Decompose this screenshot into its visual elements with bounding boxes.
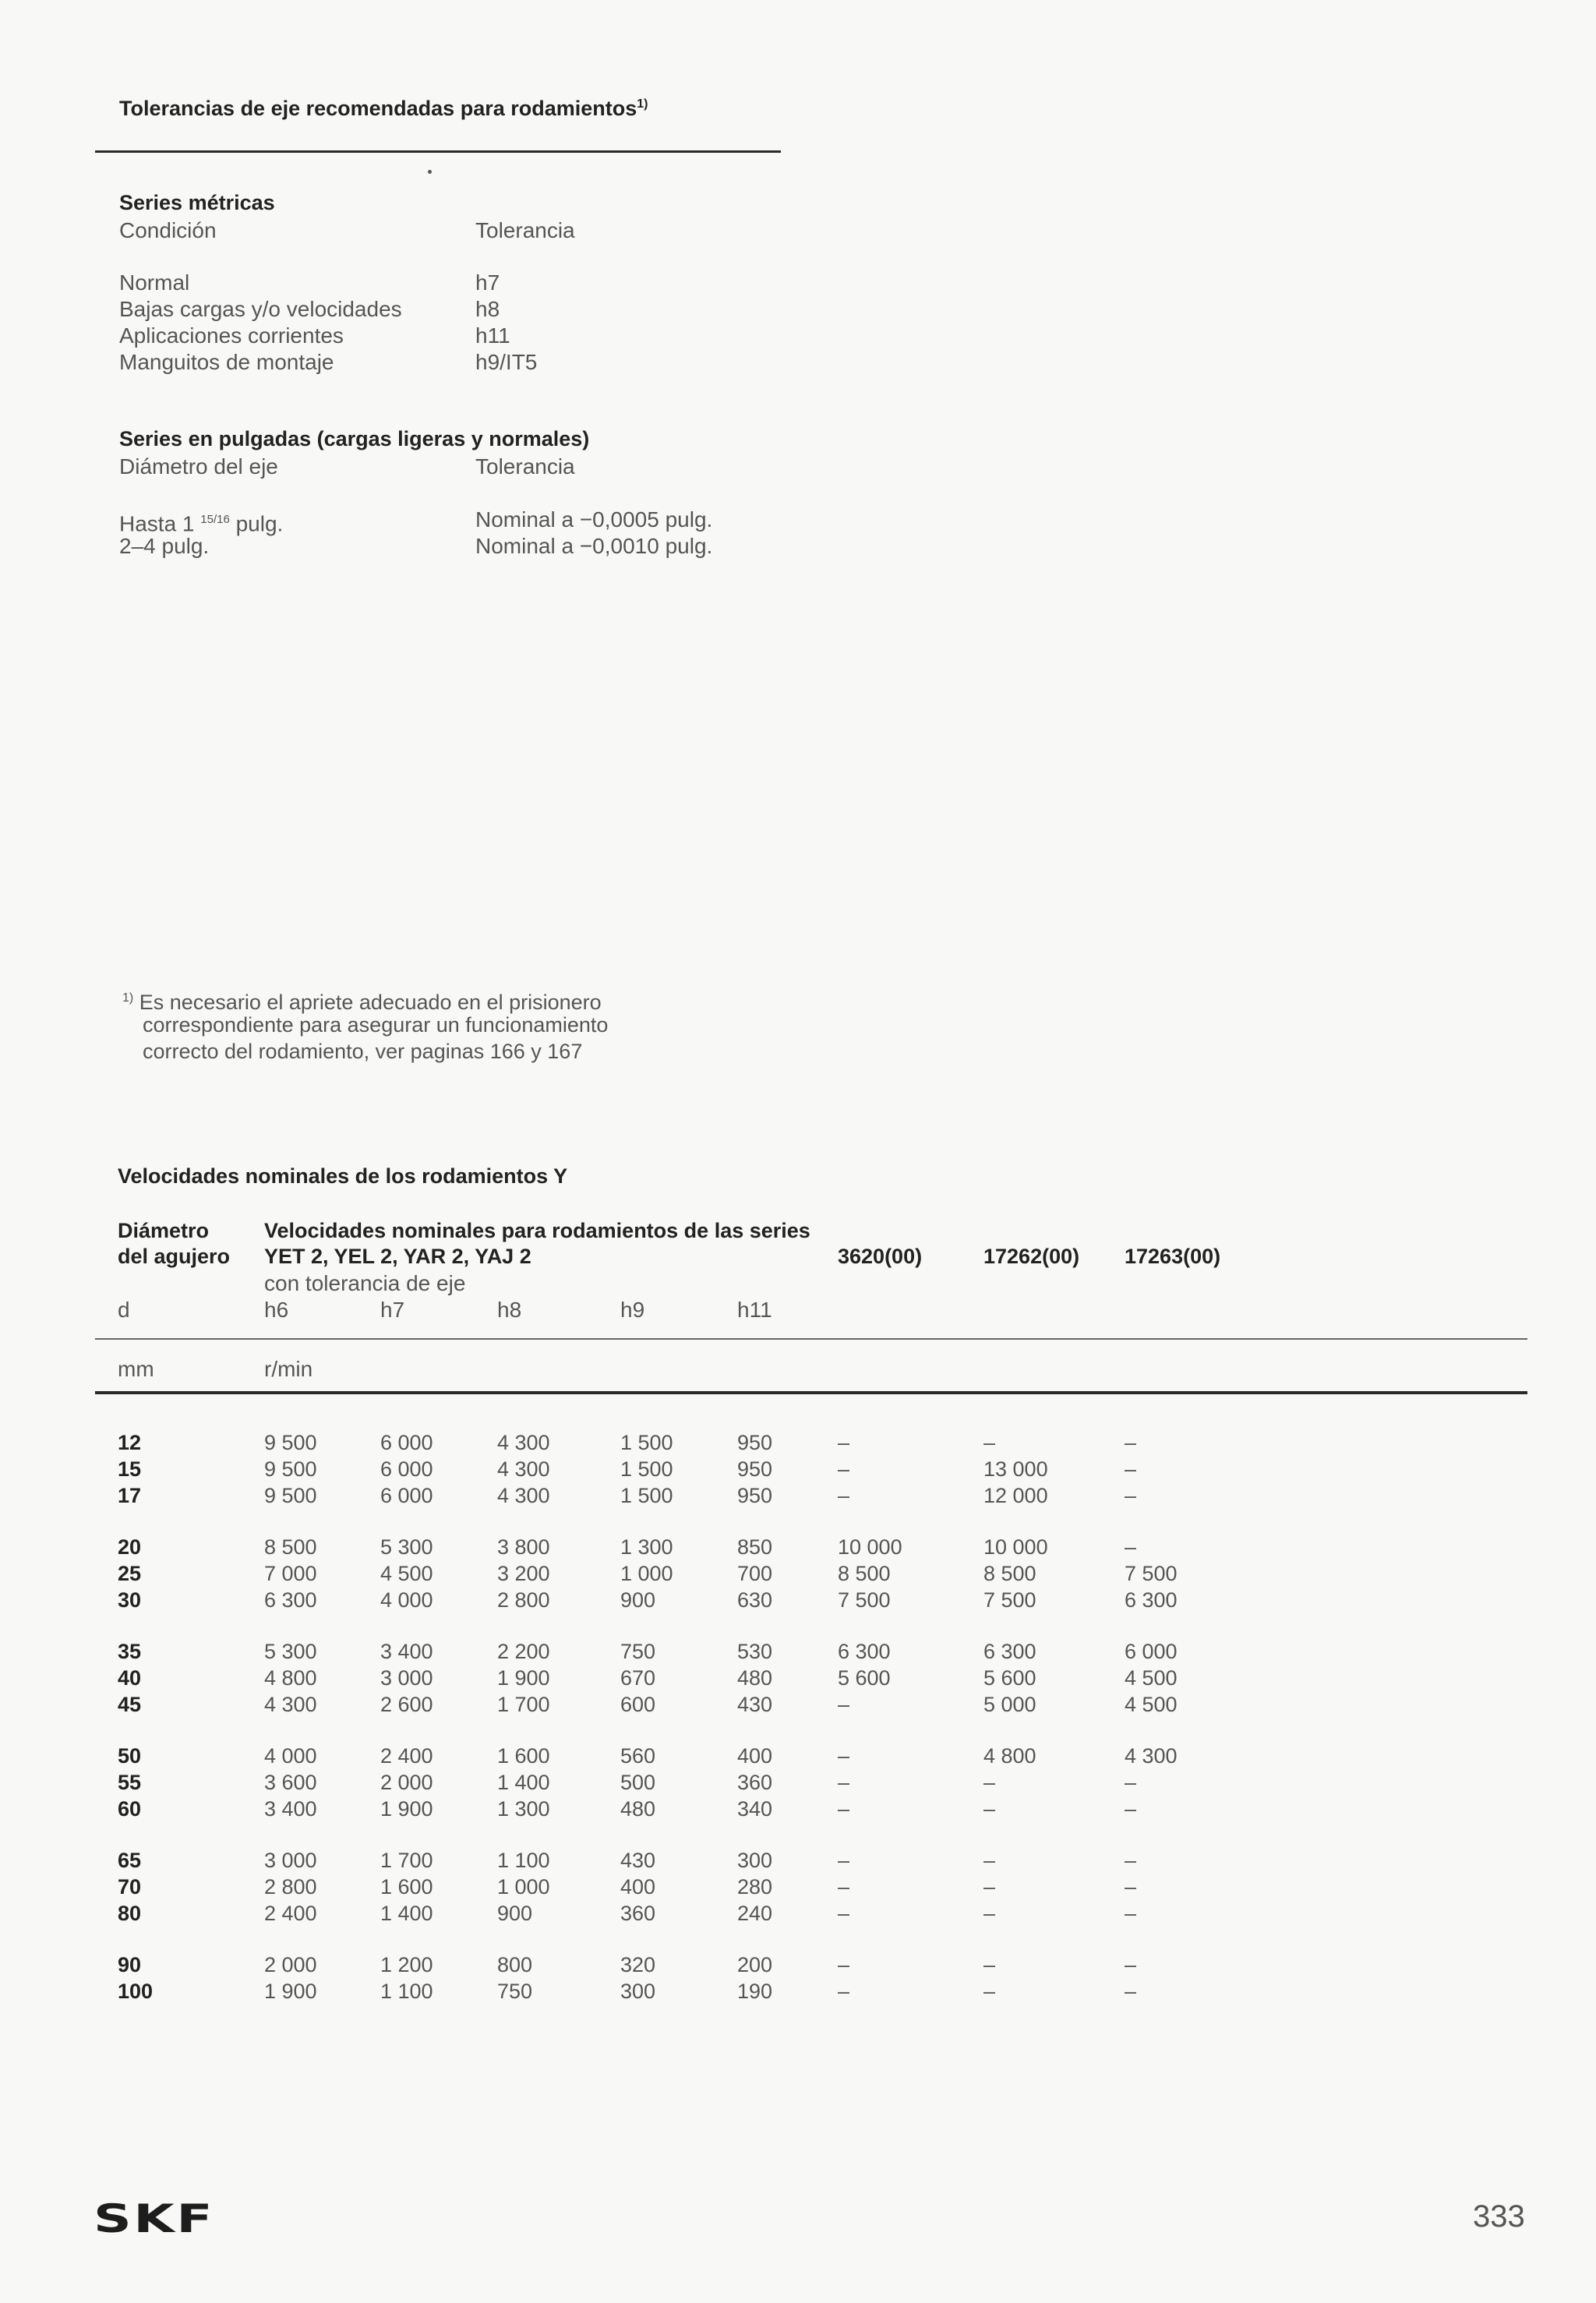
speed-h6-cell: 4 000 bbox=[264, 1744, 317, 1768]
head-tol-h7: h7 bbox=[380, 1298, 405, 1322]
tolerances-title-text: Tolerancias de eje recomendadas para rodamientos bbox=[119, 97, 637, 120]
table-row bbox=[0, 1457, 1596, 1484]
bore-d-cell: 100 bbox=[118, 1980, 154, 2003]
speed-h9-cell: 320 bbox=[620, 1953, 656, 1976]
table-row bbox=[0, 1693, 1596, 1719]
head-speeds-main: Velocidades nominales para rodamientos de las series bbox=[264, 1219, 810, 1242]
speed-h7-cell: 5 300 bbox=[380, 1535, 433, 1559]
metric-tolerance: h9/IT5 bbox=[475, 350, 538, 374]
metric-tolerance: h11 bbox=[475, 323, 510, 348]
speed-h8-cell: 1 100 bbox=[497, 1849, 550, 1872]
speed-h6-cell: 3 600 bbox=[264, 1771, 317, 1794]
page-number: 333 bbox=[1473, 2199, 1525, 2234]
bore-d-cell: 35 bbox=[118, 1640, 142, 1663]
speed-h9-cell: 900 bbox=[620, 1588, 656, 1612]
inch-diameter: 2–4 pulg. bbox=[119, 534, 210, 558]
header-thick-rule bbox=[95, 1391, 1527, 1394]
speed-17262-cell: 8 500 bbox=[983, 1562, 1036, 1585]
speed-h8-cell: 1 700 bbox=[497, 1693, 550, 1716]
speed-h6-cell: 9 500 bbox=[264, 1484, 317, 1507]
speed-h6-cell: 9 500 bbox=[264, 1457, 317, 1481]
inch-tolerance: Nominal a −0,0005 pulg. bbox=[475, 507, 713, 532]
bore-d-cell: 40 bbox=[118, 1666, 142, 1690]
speed-h9-cell: 500 bbox=[620, 1771, 656, 1794]
speed-h11-cell: 950 bbox=[737, 1484, 773, 1507]
speed-17262-cell: – bbox=[983, 1980, 996, 2003]
speed-17262-cell: – bbox=[983, 1431, 996, 1454]
speed-17262-cell: – bbox=[983, 1771, 996, 1794]
footnote-line: Es necesario el apriete adecuado en el prisionero bbox=[139, 991, 602, 1014]
speed-3620-cell: – bbox=[838, 1457, 850, 1481]
speed-17262-cell: – bbox=[983, 1953, 996, 1976]
speed-h7-cell: 6 000 bbox=[380, 1457, 433, 1481]
footnote-mark: 1) bbox=[122, 991, 134, 1005]
head-series-3620: 3620(00) bbox=[838, 1245, 923, 1268]
bore-d-cell: 25 bbox=[118, 1562, 142, 1585]
speed-h11-cell: 480 bbox=[737, 1666, 773, 1690]
metric-col-condition: Condición bbox=[119, 218, 217, 242]
speed-17262-cell: 6 300 bbox=[983, 1640, 1036, 1663]
bore-d-cell: 90 bbox=[118, 1953, 142, 1976]
speed-h7-cell: 2 600 bbox=[380, 1693, 433, 1716]
table-row bbox=[0, 1902, 1596, 1928]
speed-17262-cell: – bbox=[983, 1875, 996, 1899]
speed-h9-cell: 1 000 bbox=[620, 1562, 673, 1585]
bore-d-cell: 45 bbox=[118, 1693, 142, 1716]
speed-h7-cell: 3 000 bbox=[380, 1666, 433, 1690]
table-row bbox=[0, 1875, 1596, 1902]
speed-h7-cell: 1 900 bbox=[380, 1797, 433, 1821]
inch-diameter-unit: pulg. bbox=[229, 511, 284, 536]
speed-h6-cell: 4 300 bbox=[264, 1693, 317, 1716]
speed-17263-cell: – bbox=[1125, 1902, 1137, 1925]
speed-h9-cell: 480 bbox=[620, 1797, 656, 1821]
speed-h6-cell: 5 300 bbox=[264, 1640, 317, 1663]
speed-17263-cell: – bbox=[1125, 1457, 1137, 1481]
head-tol-h11: h11 bbox=[737, 1298, 772, 1322]
speeds-title: Velocidades nominales de los rodamientos Y bbox=[118, 1164, 568, 1188]
inch-col-tolerance: Tolerancia bbox=[475, 454, 575, 479]
table-row bbox=[0, 1953, 1596, 1980]
table-row bbox=[0, 1562, 1596, 1588]
bore-d-cell: 30 bbox=[118, 1588, 142, 1612]
unit-rpm: r/min bbox=[264, 1357, 313, 1381]
head-tol-h6: h6 bbox=[264, 1298, 289, 1322]
speed-h11-cell: 280 bbox=[737, 1875, 773, 1899]
speed-3620-cell: – bbox=[838, 1953, 850, 1976]
bore-d-cell: 12 bbox=[118, 1431, 142, 1454]
speed-h6-cell: 2 800 bbox=[264, 1875, 317, 1899]
metric-condition: Manguitos de montaje bbox=[119, 350, 334, 374]
speed-3620-cell: – bbox=[838, 1693, 850, 1716]
speed-17263-cell: – bbox=[1125, 1980, 1137, 2003]
table-row bbox=[0, 1484, 1596, 1510]
table-row bbox=[0, 1431, 1596, 1457]
tolerances-title-rule bbox=[95, 150, 781, 153]
speed-h7-cell: 1 200 bbox=[380, 1953, 433, 1976]
speed-17262-cell: 4 800 bbox=[983, 1744, 1036, 1768]
metric-condition: Bajas cargas y/o velocidades bbox=[119, 297, 402, 321]
speed-3620-cell: 8 500 bbox=[838, 1562, 891, 1585]
footnote-line: correcto del rodamiento, ver paginas 166 y 167 bbox=[143, 1040, 583, 1063]
speed-h6-cell: 2 000 bbox=[264, 1953, 317, 1976]
speed-h11-cell: 360 bbox=[737, 1771, 773, 1794]
speed-17263-cell: – bbox=[1125, 1431, 1137, 1454]
inch-diameter-fraction: 15/16 bbox=[200, 513, 230, 526]
speed-17263-cell: 6 300 bbox=[1125, 1588, 1178, 1612]
speed-h8-cell: 3 800 bbox=[497, 1535, 550, 1559]
head-d: d bbox=[118, 1298, 130, 1322]
speed-h8-cell: 4 300 bbox=[497, 1457, 550, 1481]
speed-h6-cell: 3 000 bbox=[264, 1849, 317, 1872]
speed-h9-cell: 750 bbox=[620, 1640, 656, 1663]
speed-3620-cell: – bbox=[838, 1849, 850, 1872]
print-dot bbox=[428, 170, 432, 174]
speed-h7-cell: 1 400 bbox=[380, 1902, 433, 1925]
speed-h8-cell: 1 900 bbox=[497, 1666, 550, 1690]
speed-3620-cell: – bbox=[838, 1875, 850, 1899]
speed-h8-cell: 2 800 bbox=[497, 1588, 550, 1612]
speed-h9-cell: 1 300 bbox=[620, 1535, 673, 1559]
speed-17263-cell: 6 000 bbox=[1125, 1640, 1178, 1663]
speed-h11-cell: 430 bbox=[737, 1693, 773, 1716]
speed-h9-cell: 400 bbox=[620, 1875, 656, 1899]
speed-h7-cell: 1 100 bbox=[380, 1980, 433, 2003]
metric-series-heading: Series métricas bbox=[119, 191, 275, 214]
speed-17263-cell: 7 500 bbox=[1125, 1562, 1178, 1585]
bore-d-cell: 55 bbox=[118, 1771, 142, 1794]
speed-h8-cell: 1 600 bbox=[497, 1744, 550, 1768]
speed-h7-cell: 6 000 bbox=[380, 1484, 433, 1507]
speed-h7-cell: 4 500 bbox=[380, 1562, 433, 1585]
speed-h8-cell: 3 200 bbox=[497, 1562, 550, 1585]
speed-3620-cell: – bbox=[838, 1431, 850, 1454]
speed-h9-cell: 1 500 bbox=[620, 1431, 673, 1454]
speed-17263-cell: – bbox=[1125, 1953, 1137, 1976]
speed-h11-cell: 950 bbox=[737, 1431, 773, 1454]
inch-series-heading: Series en pulgadas (cargas ligeras y normales) bbox=[119, 427, 590, 450]
table-row bbox=[0, 1666, 1596, 1693]
speed-h8-cell: 4 300 bbox=[497, 1484, 550, 1507]
speed-17263-cell: – bbox=[1125, 1484, 1137, 1507]
bore-d-cell: 50 bbox=[118, 1744, 142, 1768]
bore-d-cell: 17 bbox=[118, 1484, 142, 1507]
speed-17263-cell: – bbox=[1125, 1535, 1137, 1559]
speed-3620-cell: 5 600 bbox=[838, 1666, 891, 1690]
speed-h6-cell: 1 900 bbox=[264, 1980, 317, 2003]
speed-17263-cell: 4 300 bbox=[1125, 1744, 1178, 1768]
footnote-line: correspondiente para asegurar un funcionamiento bbox=[143, 1013, 609, 1037]
speed-h11-cell: 190 bbox=[737, 1980, 773, 2003]
speed-h11-cell: 700 bbox=[737, 1562, 773, 1585]
metric-tolerance: h8 bbox=[475, 297, 500, 321]
speed-h11-cell: 530 bbox=[737, 1640, 773, 1663]
metric-col-tolerance: Tolerancia bbox=[475, 218, 575, 242]
speed-h7-cell: 3 400 bbox=[380, 1640, 433, 1663]
speed-h7-cell: 2 000 bbox=[380, 1771, 433, 1794]
speed-h11-cell: 200 bbox=[737, 1953, 773, 1976]
speed-h9-cell: 670 bbox=[620, 1666, 656, 1690]
speed-h8-cell: 1 000 bbox=[497, 1875, 550, 1899]
speed-h9-cell: 600 bbox=[620, 1693, 656, 1716]
table-row bbox=[0, 1980, 1596, 2006]
table-row bbox=[0, 1535, 1596, 1562]
speed-h8-cell: 4 300 bbox=[497, 1431, 550, 1454]
speed-h6-cell: 6 300 bbox=[264, 1588, 317, 1612]
speed-h6-cell: 4 800 bbox=[264, 1666, 317, 1690]
unit-mm: mm bbox=[118, 1357, 154, 1381]
head-tol-h8: h8 bbox=[497, 1298, 522, 1322]
speed-17262-cell: 10 000 bbox=[983, 1535, 1048, 1559]
inch-col-diameter: Diámetro del eje bbox=[119, 454, 278, 479]
speed-h9-cell: 430 bbox=[620, 1849, 656, 1872]
speed-h11-cell: 300 bbox=[737, 1849, 773, 1872]
metric-condition: Aplicaciones corrientes bbox=[119, 323, 344, 348]
inch-diameter-text: Hasta 1 bbox=[119, 511, 201, 536]
header-thin-rule bbox=[95, 1338, 1527, 1340]
bore-d-cell: 15 bbox=[118, 1457, 142, 1481]
speed-h7-cell: 1 600 bbox=[380, 1875, 433, 1899]
head-series-yet: YET 2, YEL 2, YAR 2, YAJ 2 bbox=[264, 1245, 531, 1268]
speed-h8-cell: 1 300 bbox=[497, 1797, 550, 1821]
speed-h7-cell: 6 000 bbox=[380, 1431, 433, 1454]
table-row bbox=[0, 1797, 1596, 1824]
speed-h11-cell: 240 bbox=[737, 1902, 773, 1925]
table-row bbox=[0, 1588, 1596, 1615]
bore-d-cell: 80 bbox=[118, 1902, 142, 1925]
speed-h6-cell: 3 400 bbox=[264, 1797, 317, 1821]
speed-h9-cell: 300 bbox=[620, 1980, 656, 2003]
speed-h8-cell: 900 bbox=[497, 1902, 533, 1925]
speed-h11-cell: 630 bbox=[737, 1588, 773, 1612]
skf-logo: SKF bbox=[94, 2196, 215, 2241]
speed-17262-cell: – bbox=[983, 1902, 996, 1925]
speed-h8-cell: 750 bbox=[497, 1980, 533, 2003]
table-row bbox=[0, 1744, 1596, 1771]
speed-3620-cell: – bbox=[838, 1484, 850, 1507]
inch-tolerance: Nominal a −0,0010 pulg. bbox=[475, 534, 713, 558]
speed-3620-cell: – bbox=[838, 1797, 850, 1821]
bore-d-cell: 65 bbox=[118, 1849, 142, 1872]
speed-3620-cell: – bbox=[838, 1902, 850, 1925]
metric-condition: Normal bbox=[119, 270, 190, 295]
speed-h6-cell: 2 400 bbox=[264, 1902, 317, 1925]
metric-tolerance: h7 bbox=[475, 270, 500, 295]
speed-3620-cell: 7 500 bbox=[838, 1588, 891, 1612]
speed-17262-cell: – bbox=[983, 1797, 996, 1821]
speed-17262-cell: 12 000 bbox=[983, 1484, 1048, 1507]
speed-3620-cell: 6 300 bbox=[838, 1640, 891, 1663]
speed-h9-cell: 560 bbox=[620, 1744, 656, 1768]
table-row bbox=[0, 1640, 1596, 1666]
speed-17263-cell: 4 500 bbox=[1125, 1693, 1178, 1716]
head-series-17262: 17262(00) bbox=[983, 1245, 1080, 1268]
head-tol-h9: h9 bbox=[620, 1298, 645, 1322]
speed-h6-cell: 9 500 bbox=[264, 1431, 317, 1454]
tolerances-title-footnote-mark: 1) bbox=[637, 97, 648, 111]
speed-h6-cell: 8 500 bbox=[264, 1535, 317, 1559]
speed-3620-cell: – bbox=[838, 1744, 850, 1768]
speed-17263-cell: – bbox=[1125, 1771, 1137, 1794]
bore-d-cell: 60 bbox=[118, 1797, 142, 1821]
speed-17263-cell: – bbox=[1125, 1797, 1137, 1821]
head-shaft-tolerance: con tolerancia de eje bbox=[264, 1271, 466, 1295]
tolerances-title bbox=[119, 97, 648, 121]
speed-h8-cell: 2 200 bbox=[497, 1640, 550, 1663]
speed-3620-cell: – bbox=[838, 1980, 850, 2003]
speed-h9-cell: 1 500 bbox=[620, 1484, 673, 1507]
head-diameter-1: Diámetro bbox=[118, 1219, 210, 1242]
speed-h7-cell: 2 400 bbox=[380, 1744, 433, 1768]
speed-h9-cell: 360 bbox=[620, 1902, 656, 1925]
speed-h7-cell: 4 000 bbox=[380, 1588, 433, 1612]
speed-17263-cell: – bbox=[1125, 1875, 1137, 1899]
speed-17262-cell: 7 500 bbox=[983, 1588, 1036, 1612]
table-row bbox=[0, 1849, 1596, 1875]
speed-h8-cell: 800 bbox=[497, 1953, 533, 1976]
table-row bbox=[0, 1771, 1596, 1797]
head-series-17263: 17263(00) bbox=[1125, 1245, 1221, 1268]
speed-17263-cell: 4 500 bbox=[1125, 1666, 1178, 1690]
speed-17262-cell: – bbox=[983, 1849, 996, 1872]
speed-h11-cell: 950 bbox=[737, 1457, 773, 1481]
speed-h11-cell: 400 bbox=[737, 1744, 773, 1768]
bore-d-cell: 70 bbox=[118, 1875, 142, 1899]
head-diameter-2: del agujero bbox=[118, 1245, 231, 1268]
speed-h11-cell: 340 bbox=[737, 1797, 773, 1821]
speed-h9-cell: 1 500 bbox=[620, 1457, 673, 1481]
speed-17263-cell: – bbox=[1125, 1849, 1137, 1872]
speed-17262-cell: 5 000 bbox=[983, 1693, 1036, 1716]
speed-3620-cell: – bbox=[838, 1771, 850, 1794]
speed-17262-cell: 5 600 bbox=[983, 1666, 1036, 1690]
speed-h8-cell: 1 400 bbox=[497, 1771, 550, 1794]
speed-h6-cell: 7 000 bbox=[264, 1562, 317, 1585]
speed-h7-cell: 1 700 bbox=[380, 1849, 433, 1872]
speed-17262-cell: 13 000 bbox=[983, 1457, 1048, 1481]
bore-d-cell: 20 bbox=[118, 1535, 142, 1559]
speed-h11-cell: 850 bbox=[737, 1535, 773, 1559]
speed-3620-cell: 10 000 bbox=[838, 1535, 902, 1559]
